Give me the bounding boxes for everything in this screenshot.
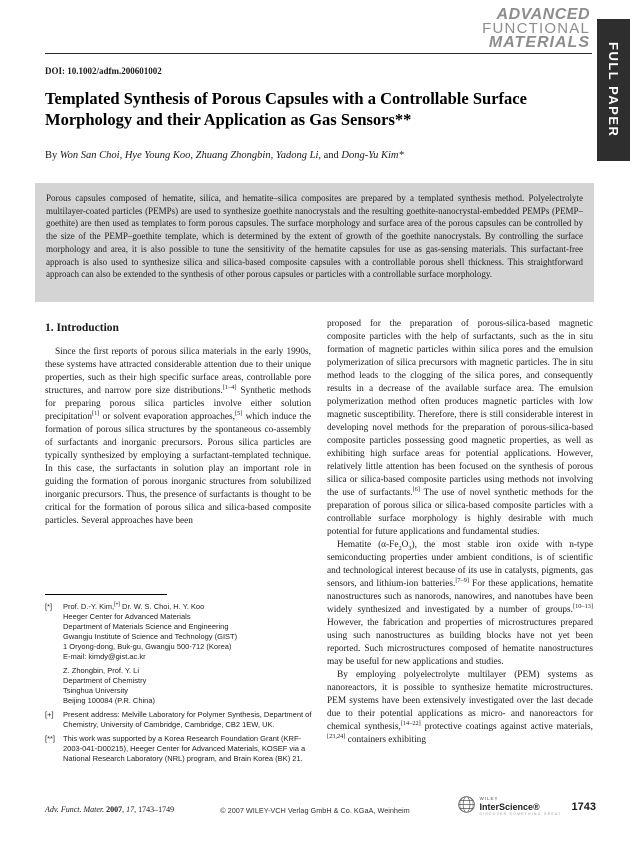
globe-icon xyxy=(457,795,476,819)
footnote-marker: [**] xyxy=(45,734,56,743)
interscience-tagline: DISCOVER SOMETHING GREAT xyxy=(479,812,562,817)
logo-line-materials: MATERIALS xyxy=(488,34,590,51)
footer-right xyxy=(457,795,596,819)
footnote-line: E-mail: kimdy@gist.ac.kr xyxy=(63,652,146,661)
full-paper-banner xyxy=(597,19,630,161)
footnote-line: Department of Chemistry xyxy=(63,676,147,685)
footnote-body xyxy=(63,710,313,730)
footnote-line: This work was supported by a Korea Research Foundation Grant (KRF-2003-041-D00215), Heeger Center for Advanced Materials, KOSEF via a National Research Laboratory (NRL) program, and Brain Korea (BK) 21. xyxy=(63,734,306,763)
footnote-body xyxy=(63,734,313,764)
paragraph: Hematite $(\alpha-Fe_2O_3)$, the most stable iron oxide with n-type semiconducting properties under ambient conditions, is of scientific and technological interest because of its use in catalysts, pigments, gas sensors, and lithium-ion batteries.[7–9] For these applications, hematite nanostructures such as nanorods, nanowires, and nanotubes have been widely synthesized and investigated by a number of groups.[10–13] However, the fabrication and properties of microstructures prepared using such nanostructures as building blocks have not yet been reported. Such microstructures composed of hematite nanostructures may be useful for new applications and studies. xyxy=(327,540,593,667)
footnote-marker: [+] xyxy=(45,710,54,719)
footnote-line: Tsinghua University xyxy=(63,686,129,695)
interscience-label: InterScience® xyxy=(479,801,540,812)
footnote xyxy=(45,710,313,730)
interscience-logo xyxy=(457,795,561,819)
byline: By Won San Choi, Hye Young Koo, Zhuang Zhongbin, Yadong Li, and Dong-Yu Kim* xyxy=(45,150,404,161)
footnotes xyxy=(45,594,313,768)
intro-heading: 1. Introduction xyxy=(45,322,119,334)
footnote-line: Heeger Center for Advanced Materials xyxy=(63,612,191,621)
journal-logo xyxy=(482,8,590,50)
footnote-line: Present address: Melville Laboratory for Polymer Synthesis, Department of Chemistry, University of Cambridge, Cambridge, CB2 1EW, UK. xyxy=(63,710,312,729)
footnote-line: Gwangju Institute of Science and Technology (GIST) xyxy=(63,632,238,641)
footnote-body xyxy=(63,602,313,706)
logo-line-advanced: ADVANCED xyxy=(496,6,590,23)
footnote-line: Prof. D.-Y. Kim,[+] Dr. W. S. Choi, H. Y. Koo xyxy=(63,601,205,611)
paragraph: By employing polyelectrolyte multilayer (PEM) systems as nanoreactors, it is possible to synthesize hematite microstructures. PEM systems have been extensively investigated over the last decade due to their potential applications as micro- and nanoreactors for chemical synthesis,[14–22] protective coatings against active materials,[23,24] containers exhibiting xyxy=(327,670,593,745)
wiley-label: WILEY xyxy=(479,796,499,802)
footnote-line: 1 Oryong-dong, Buk-gu, Gwangju 500-712 (Korea) xyxy=(63,642,232,651)
page-number: 1743 xyxy=(571,801,596,813)
footnote xyxy=(45,602,313,706)
footnote-rule xyxy=(45,594,167,595)
footnote-line: Beijing 100084 (P.R. China) xyxy=(63,696,156,705)
header-rule xyxy=(45,53,592,54)
left-column-paragraphs xyxy=(45,346,311,528)
footer-copyright: © 2007 WILEY-VCH Verlag GmbH & Co. KGaA, Weinheim xyxy=(220,806,410,815)
interscience-logo-text xyxy=(479,797,561,817)
footnote xyxy=(45,734,313,764)
footnote-list xyxy=(45,602,313,764)
footnote-line: Department of Materials Science and Engineering xyxy=(63,622,229,631)
right-column xyxy=(327,318,593,796)
paragraph: proposed for the preparation of porous-silica-based magnetic composite particles with the help of surfactants, such as the in situ formation of magnetic particles within silica pores and the emulsion polymerization of silica precursors with magnetic particles. The in situ method leads to the clogging of the silica pores, and consequently results in a decrease of the available surface area. The emulsion polymerization method often produces magnetic particles with low magnetic susceptibility. Therefore, there is still considerable interest in developing novel methods for the preparation of porous-silica-based composite particles possessing good magnetic properties, as well as exhibiting high surface areas for potential applications. However, relatively little attention has been focused on the synthesis of porous silica or silica-based composite particles using methods not involving the use of surfactants.[6] The use of novel synthetic methods for the preparation of porous silica or silica-based composite particles with a controllable surface morphology is highly desirable with much potential for future applications and fundamental studies. xyxy=(327,319,593,537)
abstract-box: Porous capsules composed of hematite, silica, and hematite–silica composites are prepared by a templated synthesis method. Polyelectrolyte multilayer-coated particles (PEMPs) are used to synthesize goethite nanocrystals and the resulting goethite-nanocrystal-embedded PEMPs (PEMP–goethite) are then used as templates to form porous capsules. The surface morphology and surface area of the porous capsules can be controlled by the size of the PEMP–goethite template, which is determined by the extent of growth of the goethite nanocrystals. By controlling the surface morphology and area, it is also possible to tune the sensitivity of the hematite capsules for use as gas-sensing materials. This surfactant-free approach is also used to synthesize silica and silica-based composite capsules with a controllable porous shell thickness. This straightforward approach can also be extended to the synthesis of other porous capsules or particles with a controllable surface morphology. xyxy=(35,183,594,302)
logo-line-functional: FUNCTIONAL xyxy=(482,20,590,37)
paragraph: Since the first reports of porous silica materials in the early 1990s, these systems have attracted considerable attention due to their unique properties, such as their high specific surface areas, controllable pore structures, and narrow pore size distributions.[1–4] Synthetic methods for preparing porous silica particles involve either solution precipitation[1] or solvent evaporation approaches,[5] which induce the formation of porous silica structures by the spontaneous co-assembly of surfactants and inorganic precursors. Porous silica particles are typically synthesized by employing a surfactant-templated technique. In this case, the surfactants in solution play an important role in guiding the formation of porous inorganic structures from solubilized inorganic precursors. Thus, the presence of surfactants is thought to be critical for the formation of porous silica and silica-based composite particles. Several approaches have been xyxy=(45,347,311,526)
right-column-paragraphs xyxy=(327,318,593,747)
footer-citation: Adv. Funct. Mater. 2007, 17, 1743–1749 xyxy=(45,805,175,814)
left-column xyxy=(45,320,311,592)
full-paper-banner-label: FULL PAPER xyxy=(606,42,621,138)
doi: DOI: 10.1002/adfm.200601002 xyxy=(45,66,162,76)
footnote-marker: [*] xyxy=(45,602,53,611)
footnote-line: Z. Zhongbin, Prof. Y. Li xyxy=(63,666,140,675)
paper-title: Templated Synthesis of Porous Capsules with a Controllable Surface Morphology and their Application as Gas Sensors** xyxy=(45,89,527,129)
